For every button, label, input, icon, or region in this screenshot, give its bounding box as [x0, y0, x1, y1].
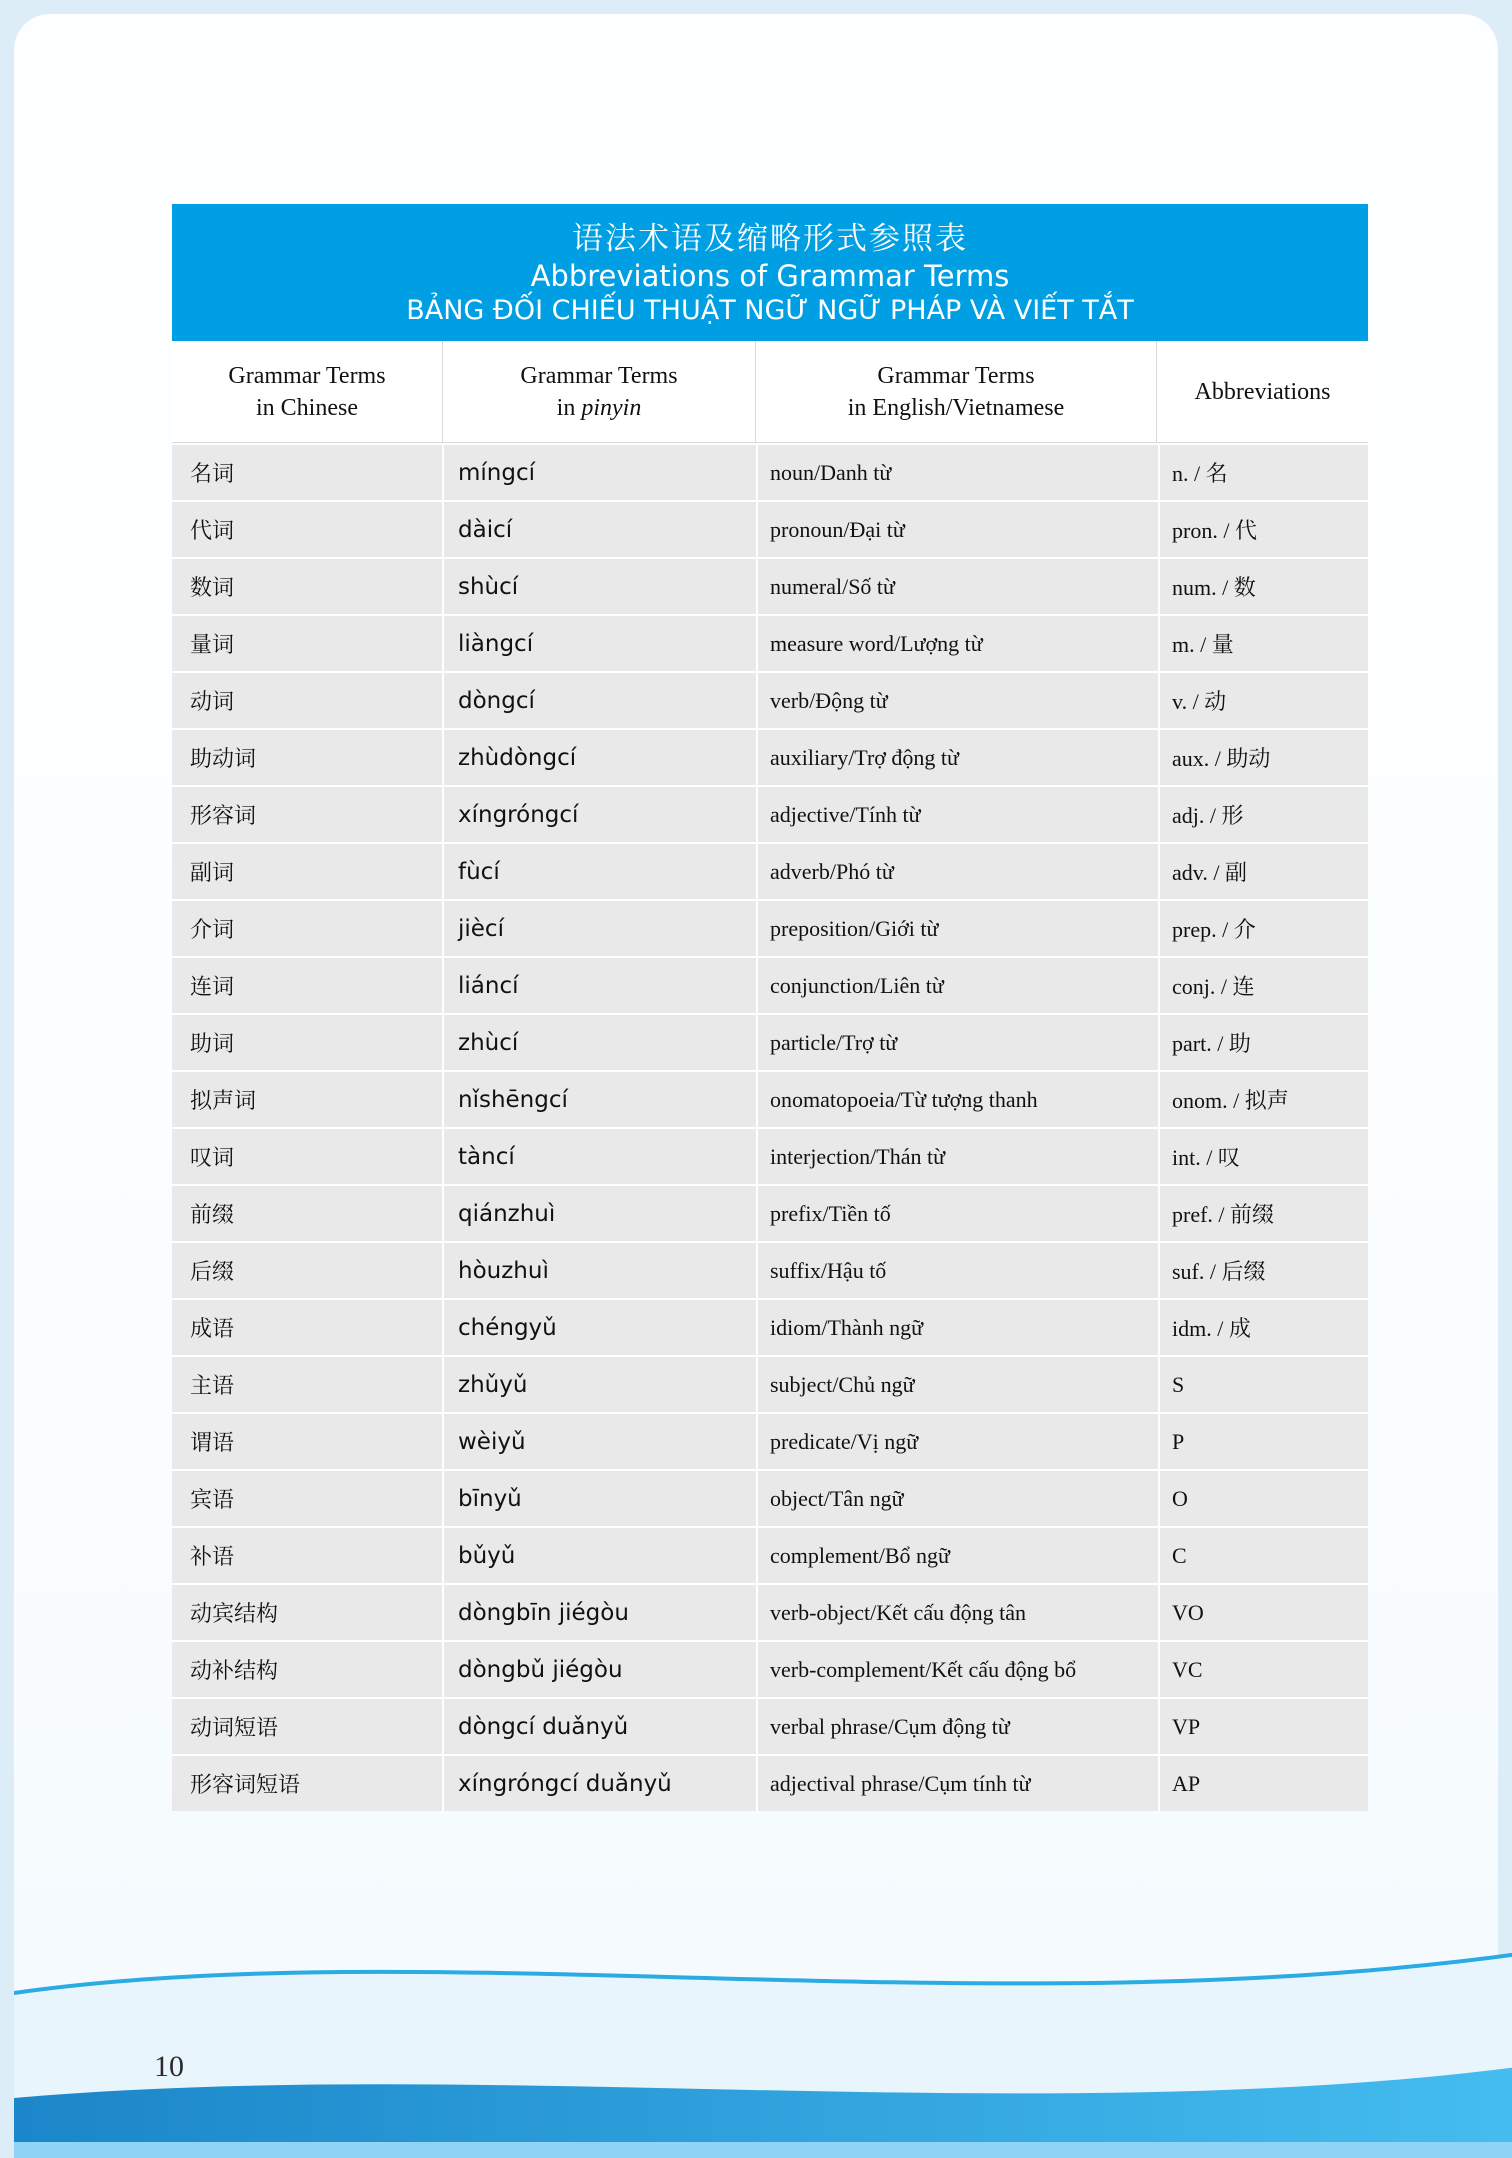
cell-abbreviation: int. / 叹	[1160, 1129, 1368, 1184]
cell-pinyin: dòngcí	[444, 673, 756, 728]
cell-english-vietnamese: interjection/Thán từ	[758, 1129, 1158, 1184]
cell-pinyin: wèiyǔ	[444, 1414, 756, 1469]
cell-pinyin: liáncí	[444, 958, 756, 1013]
cell-english-vietnamese: numeral/Số từ	[758, 559, 1158, 614]
cell-chinese: 主语	[172, 1357, 442, 1412]
cell-chinese: 谓语	[172, 1414, 442, 1469]
column-header-line: Abbreviations	[1194, 378, 1331, 405]
cell-english-vietnamese: prefix/Tiền tố	[758, 1186, 1158, 1241]
cell-abbreviation: part. / 助	[1160, 1015, 1368, 1070]
column-header-abbreviations	[1157, 341, 1368, 442]
cell-english-vietnamese: noun/Danh từ	[758, 445, 1158, 500]
cell-pinyin: xíngróngcí	[444, 787, 756, 842]
cell-chinese: 后缀	[172, 1243, 442, 1298]
column-header-line: Grammar Terms	[877, 362, 1035, 389]
cell-pinyin: hòuzhuì	[444, 1243, 756, 1298]
column-header-line: in Chinese	[256, 394, 358, 421]
cell-english-vietnamese: pronoun/Đại từ	[758, 502, 1158, 557]
cell-abbreviation: pref. / 前缀	[1160, 1186, 1368, 1241]
cell-abbreviation: conj. / 连	[1160, 958, 1368, 1013]
cell-chinese: 拟声词	[172, 1072, 442, 1127]
cell-pinyin: liàngcí	[444, 616, 756, 671]
cell-pinyin: shùcí	[444, 559, 756, 614]
cell-chinese: 助词	[172, 1015, 442, 1070]
column-header-pinyin	[443, 341, 755, 442]
cell-english-vietnamese: onomatopoeia/Từ tượng thanh	[758, 1072, 1158, 1127]
cell-chinese: 动词	[172, 673, 442, 728]
cell-english-vietnamese: object/Tân ngữ	[758, 1471, 1158, 1526]
table-title-chinese: 语法术语及缩略形式参照表	[572, 221, 968, 257]
cell-abbreviation: P	[1160, 1414, 1368, 1469]
column-header-chinese	[172, 341, 442, 442]
cell-pinyin: bīnyǔ	[444, 1471, 756, 1526]
cell-pinyin: qiánzhuì	[444, 1186, 756, 1241]
cell-chinese: 助动词	[172, 730, 442, 785]
column-header-prefix: in	[556, 394, 582, 421]
bottom-wave-decoration	[14, 1898, 1512, 2158]
cell-english-vietnamese: auxiliary/Trợ động từ	[758, 730, 1158, 785]
column-header-line: Grammar Terms	[520, 362, 678, 389]
cell-pinyin: xíngróngcí duǎnyǔ	[444, 1756, 756, 1811]
cell-chinese: 叹词	[172, 1129, 442, 1184]
cell-english-vietnamese: adjectival phrase/Cụm tính từ	[758, 1756, 1158, 1811]
column-header-line: Grammar Terms	[228, 362, 386, 389]
cell-chinese: 动词短语	[172, 1699, 442, 1754]
cell-abbreviation: VO	[1160, 1585, 1368, 1640]
cell-pinyin: chéngyǔ	[444, 1300, 756, 1355]
cell-pinyin: dàicí	[444, 502, 756, 557]
cell-abbreviation: VC	[1160, 1642, 1368, 1697]
cell-chinese: 动补结构	[172, 1642, 442, 1697]
cell-english-vietnamese: predicate/Vị ngữ	[758, 1414, 1158, 1469]
column-header-line	[557, 392, 642, 424]
cell-english-vietnamese: verb/Động từ	[758, 673, 1158, 728]
cell-pinyin: fùcí	[444, 844, 756, 899]
cell-chinese: 前缀	[172, 1186, 442, 1241]
cell-pinyin: nǐshēngcí	[444, 1072, 756, 1127]
cell-chinese: 动宾结构	[172, 1585, 442, 1640]
table-body	[172, 445, 1368, 1811]
cell-abbreviation: n. / 名	[1160, 445, 1368, 500]
cell-chinese: 量词	[172, 616, 442, 671]
cell-abbreviation: pron. / 代	[1160, 502, 1368, 557]
cell-chinese: 代词	[172, 502, 442, 557]
cell-abbreviation: adj. / 形	[1160, 787, 1368, 842]
page-number: 10	[154, 2050, 184, 2083]
grammar-terms-table	[172, 204, 1368, 1811]
cell-abbreviation: idm. / 成	[1160, 1300, 1368, 1355]
cell-english-vietnamese: idiom/Thành ngữ	[758, 1300, 1158, 1355]
cell-pinyin: dòngcí duǎnyǔ	[444, 1699, 756, 1754]
cell-abbreviation: S	[1160, 1357, 1368, 1412]
cell-english-vietnamese: subject/Chủ ngữ	[758, 1357, 1158, 1412]
cell-chinese: 连词	[172, 958, 442, 1013]
cell-abbreviation: prep. / 介	[1160, 901, 1368, 956]
cell-abbreviation: onom. / 拟声	[1160, 1072, 1368, 1127]
cell-english-vietnamese: verb-complement/Kết cấu động bổ	[758, 1642, 1158, 1697]
cell-pinyin: zhùdòngcí	[444, 730, 756, 785]
cell-abbreviation: O	[1160, 1471, 1368, 1526]
book-page	[14, 14, 1498, 2158]
table-title-english: Abbreviations of Grammar Terms	[530, 259, 1010, 293]
wave-bottom-strip	[14, 2142, 1512, 2158]
column-header-line: in English/Vietnamese	[847, 394, 1065, 421]
cell-chinese: 名词	[172, 445, 442, 500]
cell-chinese: 成语	[172, 1300, 442, 1355]
cell-abbreviation: suf. / 后缀	[1160, 1243, 1368, 1298]
cell-english-vietnamese: adverb/Phó từ	[758, 844, 1158, 899]
cell-pinyin: zhùcí	[444, 1015, 756, 1070]
cell-english-vietnamese: conjunction/Liên từ	[758, 958, 1158, 1013]
cell-abbreviation: aux. / 助动	[1160, 730, 1368, 785]
cell-chinese: 宾语	[172, 1471, 442, 1526]
cell-english-vietnamese: particle/Trợ từ	[758, 1015, 1158, 1070]
cell-pinyin: jiècí	[444, 901, 756, 956]
cell-pinyin: míngcí	[444, 445, 756, 500]
column-header-italic: pinyin	[581, 394, 642, 421]
cell-chinese: 介词	[172, 901, 442, 956]
table-title-banner	[172, 204, 1368, 341]
cell-english-vietnamese: measure word/Lượng từ	[758, 616, 1158, 671]
cell-english-vietnamese: suffix/Hậu tố	[758, 1243, 1158, 1298]
cell-english-vietnamese: complement/Bổ ngữ	[758, 1528, 1158, 1583]
cell-abbreviation: num. / 数	[1160, 559, 1368, 614]
cell-pinyin: dòngbǔ jiégòu	[444, 1642, 756, 1697]
cell-english-vietnamese: preposition/Giới từ	[758, 901, 1158, 956]
cell-pinyin: dòngbīn jiégòu	[444, 1585, 756, 1640]
cell-chinese: 形容词短语	[172, 1756, 442, 1811]
cell-abbreviation: AP	[1160, 1756, 1368, 1811]
cell-chinese: 补语	[172, 1528, 442, 1583]
cell-abbreviation: m. / 量	[1160, 616, 1368, 671]
cell-pinyin: bǔyǔ	[444, 1528, 756, 1583]
table-title-vietnamese: BẢNG ĐỐI CHIẾU THUẬT NGỮ NGỮ PHÁP VÀ VIẾT TẮT	[406, 295, 1134, 326]
table-header-row	[172, 341, 1368, 443]
cell-abbreviation: VP	[1160, 1699, 1368, 1754]
cell-english-vietnamese: adjective/Tính từ	[758, 787, 1158, 842]
cell-pinyin: zhǔyǔ	[444, 1357, 756, 1412]
cell-abbreviation: adv. / 副	[1160, 844, 1368, 899]
cell-abbreviation: C	[1160, 1528, 1368, 1583]
cell-chinese: 副词	[172, 844, 442, 899]
cell-chinese: 形容词	[172, 787, 442, 842]
cell-chinese: 数词	[172, 559, 442, 614]
cell-english-vietnamese: verb-object/Kết cấu động tân	[758, 1585, 1158, 1640]
column-header-english-vietnamese	[756, 341, 1156, 442]
cell-abbreviation: v. / 动	[1160, 673, 1368, 728]
cell-pinyin: tàncí	[444, 1129, 756, 1184]
cell-english-vietnamese: verbal phrase/Cụm động từ	[758, 1699, 1158, 1754]
